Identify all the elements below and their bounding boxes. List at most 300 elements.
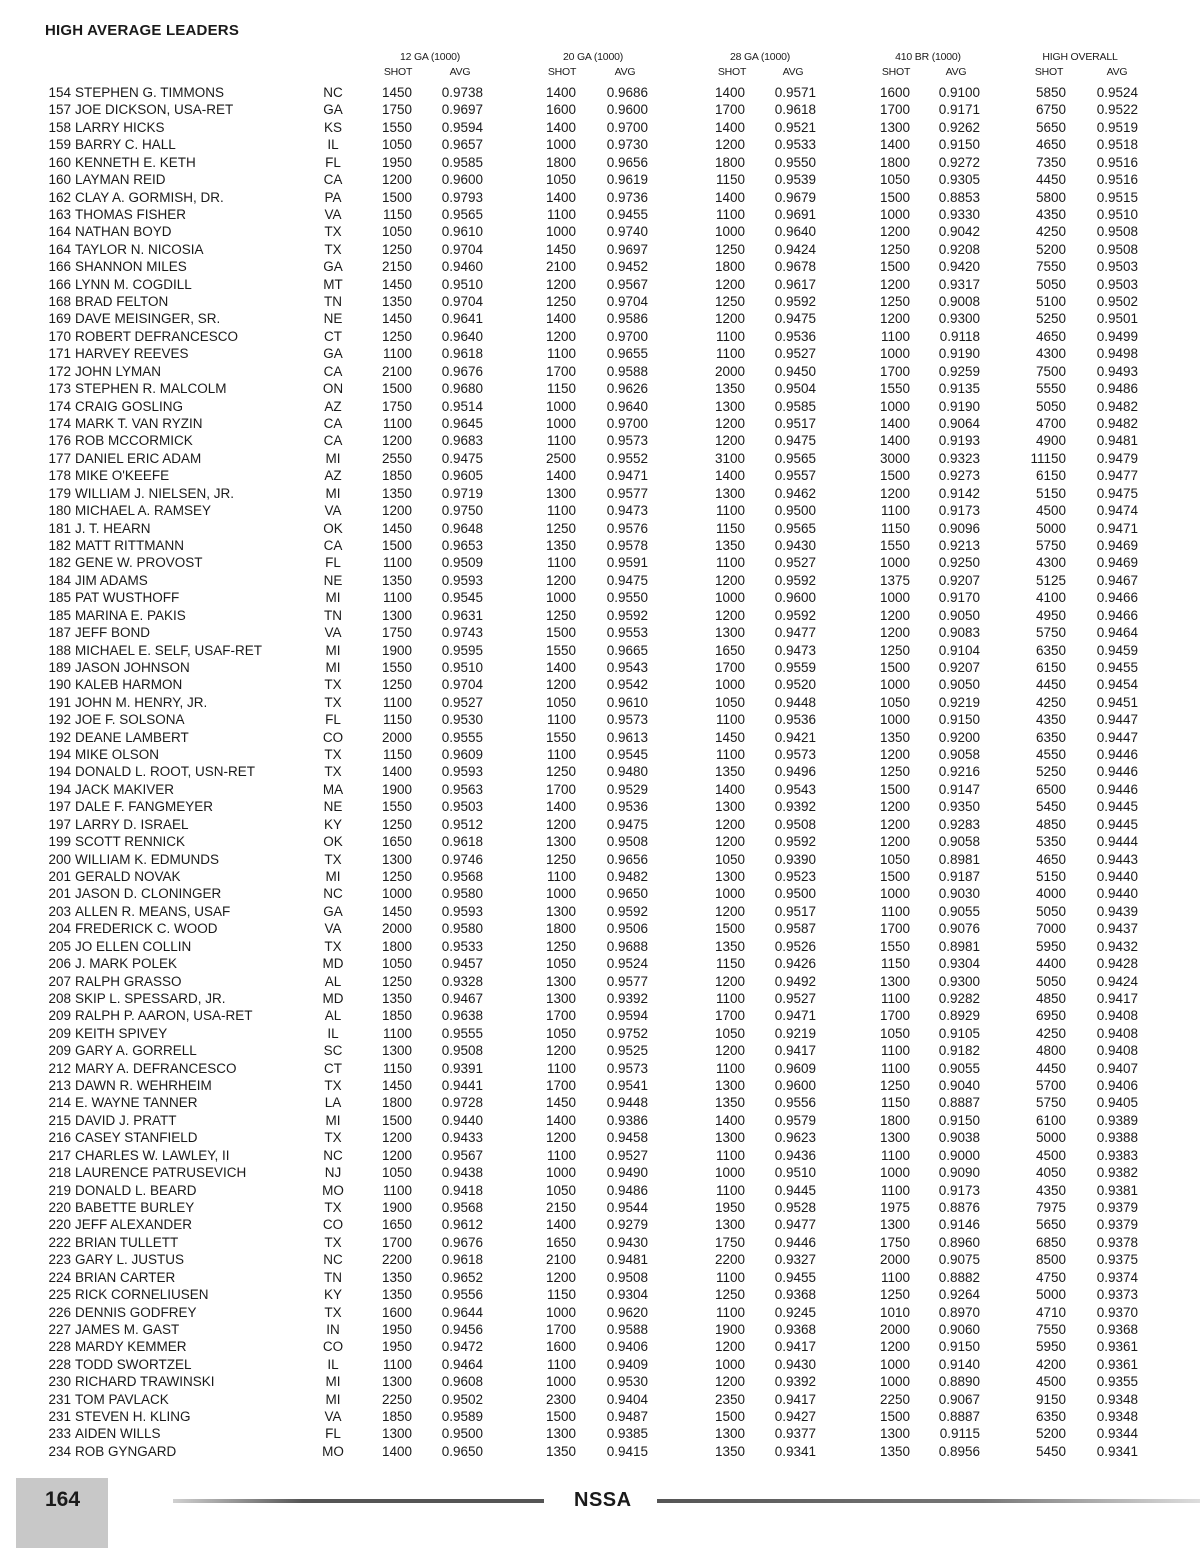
cell-br410-shot: 1750 [879, 1234, 910, 1250]
cell-ga20-avg: 0.9386 [606, 1112, 648, 1128]
cell-ga28-avg: 0.9426 [774, 956, 816, 972]
cell-ga12-shot: 1450 [381, 1078, 412, 1094]
cell-br410-shot: 1550 [879, 381, 910, 397]
cell-overall-avg: 0.9474 [1096, 503, 1138, 519]
cell-br410-avg: 0.9173 [938, 503, 980, 519]
cell-ga20-shot: 1200 [545, 1269, 576, 1285]
cell-br410-avg: 0.9058 [938, 834, 980, 850]
cell-ga20-shot: 1400 [545, 468, 576, 484]
cell-overall-shot: 4500 [1035, 1147, 1066, 1163]
cell-ga12-avg: 0.9503 [441, 799, 483, 815]
cell-rank: 212 [48, 1060, 71, 1076]
cell-overall-shot: 4050 [1035, 1165, 1066, 1181]
cell-overall-shot: 4250 [1035, 694, 1066, 710]
cell-br410-avg: 0.9142 [938, 485, 980, 501]
cell-shooter-name: BABETTE BURLEY [75, 1200, 195, 1215]
table-row [0, 1286, 1200, 1303]
cell-ga20-shot: 2100 [545, 1252, 576, 1268]
cell-ga20-avg: 0.9541 [606, 1078, 648, 1094]
cell-ga28-shot: 1300 [714, 1426, 745, 1442]
cell-state: TX [324, 677, 342, 693]
table-row [0, 763, 1200, 780]
cell-br410-shot: 1350 [879, 1443, 910, 1459]
cell-ga28-avg: 0.9427 [774, 1409, 816, 1425]
cell-rank: 227 [48, 1321, 71, 1337]
cell-ga12-avg: 0.9600 [441, 172, 483, 188]
table-row [0, 1356, 1200, 1373]
cell-ga12-shot: 1250 [381, 868, 412, 884]
cell-shooter-name: JOE F. SOLSONA [75, 712, 185, 728]
cell-state: GA [323, 102, 343, 118]
cell-ga12-shot: 1200 [381, 1130, 412, 1146]
cell-ga20-avg: 0.9620 [606, 1304, 648, 1320]
cell-shooter-name: JAMES M. GAST [75, 1321, 180, 1337]
cell-overall-avg: 0.9471 [1096, 520, 1138, 536]
cell-br410-avg: 0.9323 [938, 450, 980, 466]
cell-ga20-avg: 0.9553 [606, 625, 648, 641]
cell-shooter-name: RALPH GRASSO [75, 973, 182, 989]
cell-ga20-avg: 0.9452 [606, 259, 648, 275]
cell-ga28-shot: 1000 [714, 1356, 745, 1372]
table-row [0, 241, 1200, 258]
cell-br410-shot: 1000 [879, 206, 910, 222]
table-row [0, 1199, 1200, 1216]
cell-shooter-name: JEFF BOND [75, 625, 151, 641]
cell-overall-shot: 6850 [1035, 1234, 1066, 1250]
cell-ga28-avg: 0.9473 [774, 642, 816, 658]
cell-ga20-avg: 0.9740 [606, 224, 648, 240]
cell-ga12-avg: 0.9556 [441, 1287, 483, 1303]
cell-ga28-avg: 0.9417 [774, 1339, 816, 1355]
cell-overall-shot: 5050 [1035, 973, 1066, 989]
cell-ga20-shot: 1000 [545, 1304, 576, 1320]
cell-ga20-shot: 1400 [545, 799, 576, 815]
cell-ga20-avg: 0.9458 [606, 1130, 648, 1146]
cell-br410-avg: 0.9050 [938, 677, 980, 693]
cell-state: CO [322, 729, 344, 745]
cell-ga20-shot: 1200 [545, 572, 576, 588]
cell-state: TN [324, 294, 342, 310]
cell-rank: 181 [48, 520, 71, 536]
cell-ga28-avg: 0.9539 [774, 172, 816, 188]
cell-shooter-name: LARRY D. ISRAEL [75, 816, 189, 832]
cell-shooter-name: STEPHEN R. MALCOLM [75, 381, 227, 397]
cell-ga20-avg: 0.9592 [606, 607, 648, 623]
table-row [0, 868, 1200, 885]
cell-ga28-shot: 1400 [714, 85, 745, 100]
cell-ga28-avg: 0.9691 [774, 206, 816, 222]
cell-ga28-shot: 1300 [714, 799, 745, 815]
cell-shooter-name: SCOTT RENNICK [75, 834, 186, 850]
cell-ga28-shot: 1350 [714, 938, 745, 954]
cell-ga12-avg: 0.9457 [441, 956, 483, 972]
cell-br410-avg: 0.9140 [938, 1356, 980, 1372]
cell-overall-avg: 0.9503 [1096, 259, 1138, 275]
cell-ga12-avg: 0.9618 [441, 346, 483, 362]
cell-state: VA [324, 921, 342, 937]
cell-ga20-avg: 0.9406 [606, 1339, 648, 1355]
cell-ga12-shot: 1500 [381, 1112, 412, 1128]
cell-overall-avg: 0.9445 [1096, 816, 1138, 832]
cell-ga20-shot: 1200 [545, 328, 576, 344]
cell-overall-avg: 0.9381 [1096, 1182, 1138, 1198]
cell-ga12-avg: 0.9610 [441, 224, 483, 240]
cell-rank: 213 [48, 1078, 71, 1094]
cell-state: MI [325, 1112, 341, 1128]
cell-shooter-name: DEANE LAMBERT [75, 729, 189, 745]
cell-overall-avg: 0.9503 [1096, 276, 1138, 292]
table-row [0, 206, 1200, 223]
cell-ga12-avg: 0.9391 [441, 1060, 483, 1076]
cell-overall-avg: 0.9482 [1096, 416, 1138, 432]
cell-br410-avg: 0.9171 [938, 102, 980, 118]
cell-ga20-avg: 0.9527 [606, 1147, 648, 1163]
cell-ga28-avg: 0.9508 [774, 816, 816, 832]
cell-ga20-shot: 1700 [545, 363, 576, 379]
cell-state: TN [324, 607, 342, 623]
footer-rule-right [657, 1499, 1200, 1503]
cell-ga28-shot: 1100 [715, 206, 745, 222]
cell-ga20-avg: 0.9700 [606, 119, 648, 135]
cell-ga28-shot: 1400 [714, 189, 745, 205]
cell-ga20-shot: 1100 [546, 555, 576, 571]
cell-ga20-avg: 0.9613 [606, 729, 648, 745]
cell-ga20-shot: 1550 [545, 729, 576, 745]
cell-ga12-avg: 0.9638 [441, 1008, 483, 1024]
cell-overall-avg: 0.9440 [1096, 886, 1138, 902]
cell-shooter-name: PAT WUSTHOFF [75, 590, 180, 606]
table-row [0, 1408, 1200, 1425]
cell-ga12-avg: 0.9593 [441, 572, 483, 588]
cell-rank: 218 [48, 1165, 71, 1181]
cell-overall-shot: 11150 [1030, 450, 1066, 466]
cell-ga28-shot: 1200 [714, 433, 745, 449]
cell-shooter-name: GARY A. GORRELL [75, 1043, 197, 1059]
cell-overall-avg: 0.9486 [1096, 381, 1138, 397]
cell-ga20-avg: 0.9525 [606, 1043, 648, 1059]
cell-rank: 194 [48, 747, 71, 763]
cell-ga20-shot: 1250 [545, 851, 576, 867]
cell-overall-shot: 4250 [1035, 1025, 1066, 1041]
cell-shooter-name: BRIAN CARTER [75, 1269, 176, 1285]
cell-ga28-avg: 0.9446 [774, 1234, 816, 1250]
cell-ga12-avg: 0.9580 [441, 921, 483, 937]
cell-ga20-avg: 0.9619 [606, 172, 648, 188]
cell-ga20-avg: 0.9536 [606, 799, 648, 815]
cell-state: TX [324, 1078, 342, 1094]
cell-overall-shot: 5250 [1035, 311, 1066, 327]
cell-ga28-avg: 0.9571 [774, 85, 816, 100]
cell-br410-shot: 1300 [879, 1130, 910, 1146]
cell-ga20-avg: 0.9573 [606, 433, 648, 449]
subheader-410br-avg: AVG [945, 66, 967, 78]
cell-overall-avg: 0.9443 [1096, 851, 1138, 867]
cell-overall-shot: 4700 [1035, 416, 1066, 432]
cell-state: IN [326, 1321, 340, 1337]
cell-rank: 204 [48, 921, 71, 937]
cell-br410-shot: 1500 [879, 189, 910, 205]
cell-ga20-shot: 1400 [545, 1112, 576, 1128]
cell-ga20-shot: 1400 [545, 1217, 576, 1233]
cell-ga12-avg: 0.9593 [441, 764, 483, 780]
cell-overall-avg: 0.9361 [1096, 1339, 1138, 1355]
cell-rank: 215 [48, 1112, 71, 1128]
cell-br410-avg: 0.9105 [938, 1025, 980, 1041]
cell-br410-shot: 1200 [879, 816, 910, 832]
cell-ga12-avg: 0.9618 [441, 834, 483, 850]
cell-ga12-shot: 1600 [381, 1304, 412, 1320]
group-header-20ga: 20 GA (1000) [562, 51, 624, 63]
cell-ga28-shot: 2000 [714, 363, 745, 379]
table-row [0, 276, 1200, 293]
cell-state: NE [323, 572, 343, 588]
cell-state: TX [324, 1234, 342, 1250]
cell-ga12-avg: 0.9704 [441, 294, 483, 310]
table-row [0, 485, 1200, 502]
cell-overall-avg: 0.9408 [1096, 1008, 1138, 1024]
cell-state: MI [325, 1374, 341, 1390]
cell-ga28-avg: 0.9617 [774, 276, 816, 292]
cell-rank: 216 [48, 1130, 71, 1146]
cell-shooter-name: RICK CORNELIUSEN [75, 1287, 209, 1303]
cell-ga12-shot: 1050 [381, 137, 412, 153]
cell-ga12-avg: 0.9641 [441, 311, 483, 327]
cell-state: MI [325, 1391, 341, 1407]
cell-br410-shot: 1100 [880, 990, 910, 1006]
cell-br410-shot: 1400 [879, 433, 910, 449]
cell-overall-shot: 5150 [1035, 868, 1066, 884]
cell-ga12-avg: 0.9567 [441, 1147, 483, 1163]
cell-overall-avg: 0.9437 [1096, 921, 1138, 937]
cell-ga28-avg: 0.9450 [774, 363, 816, 379]
cell-br410-avg: 0.9283 [938, 816, 980, 832]
cell-ga12-shot: 1350 [381, 485, 412, 501]
cell-overall-shot: 5800 [1035, 189, 1066, 205]
cell-ga28-avg: 0.9492 [774, 973, 816, 989]
cell-ga12-shot: 1000 [381, 886, 412, 902]
cell-state: NC [323, 886, 343, 902]
table-row [0, 1077, 1200, 1094]
cell-overall-avg: 0.9375 [1096, 1252, 1138, 1268]
cell-ga28-avg: 0.9368 [774, 1321, 816, 1337]
cell-br410-shot: 1100 [880, 1147, 910, 1163]
table-row [0, 467, 1200, 484]
cell-shooter-name: LYNN M. COGDILL [75, 276, 192, 292]
cell-ga28-shot: 1100 [715, 747, 745, 763]
cell-ga28-avg: 0.9448 [774, 694, 816, 710]
cell-state: OK [323, 834, 343, 850]
cell-ga28-avg: 0.9455 [774, 1269, 816, 1285]
cell-ga20-avg: 0.9704 [606, 294, 648, 310]
group-header-high-overall: HIGH OVERALL [1042, 51, 1118, 63]
cell-ga28-avg: 0.9368 [774, 1287, 816, 1303]
cell-overall-shot: 6150 [1035, 468, 1066, 484]
cell-state: TX [324, 938, 342, 954]
cell-overall-shot: 5050 [1035, 276, 1066, 292]
cell-ga12-avg: 0.9644 [441, 1304, 483, 1320]
cell-shooter-name: SHANNON MILES [75, 259, 187, 275]
cell-overall-shot: 5950 [1035, 938, 1066, 954]
cell-ga28-avg: 0.9430 [774, 537, 816, 553]
cell-ga12-avg: 0.9594 [441, 119, 483, 135]
cell-state: KY [323, 1287, 342, 1303]
cell-ga28-avg: 0.9585 [774, 398, 816, 414]
cell-shooter-name: RICHARD TRAWINSKI [75, 1374, 215, 1390]
cell-br410-shot: 1800 [879, 1112, 910, 1128]
cell-ga12-shot: 1250 [381, 677, 412, 693]
cell-overall-shot: 5150 [1035, 485, 1066, 501]
cell-ga12-shot: 1100 [382, 590, 412, 606]
cell-br410-shot: 1000 [879, 1165, 910, 1181]
cell-ga28-avg: 0.9341 [774, 1443, 816, 1459]
cell-ga28-shot: 1250 [714, 294, 745, 310]
cell-overall-avg: 0.9348 [1096, 1409, 1138, 1425]
subheader-overall-shot: SHOT [1034, 66, 1064, 78]
cell-br410-shot: 1100 [880, 503, 910, 519]
cell-br410-avg: 0.9050 [938, 607, 980, 623]
cell-rank: 162 [48, 189, 71, 205]
cell-br410-shot: 1400 [879, 137, 910, 153]
cell-ga12-avg: 0.9605 [441, 468, 483, 484]
cell-ga28-avg: 0.9523 [774, 868, 816, 884]
cell-ga12-shot: 1300 [381, 1426, 412, 1442]
cell-ga20-shot: 1000 [545, 416, 576, 432]
cell-ga28-avg: 0.9475 [774, 433, 816, 449]
table-row [0, 1391, 1200, 1408]
cell-overall-avg: 0.9355 [1096, 1374, 1138, 1390]
cell-ga20-shot: 1200 [545, 816, 576, 832]
cell-ga12-shot: 2200 [381, 1252, 412, 1268]
cell-ga28-avg: 0.9245 [774, 1304, 816, 1320]
cell-br410-shot: 1250 [879, 294, 910, 310]
cell-br410-shot: 1100 [880, 1182, 910, 1198]
cell-ga28-avg: 0.9430 [774, 1356, 816, 1372]
cell-ga28-shot: 1000 [714, 224, 745, 240]
cell-ga12-avg: 0.9510 [441, 659, 483, 675]
cell-ga20-shot: 1100 [546, 712, 576, 728]
cell-state: KY [323, 816, 342, 832]
table-row [0, 450, 1200, 467]
cell-ga28-shot: 1300 [714, 398, 745, 414]
cell-ga28-shot: 1200 [714, 973, 745, 989]
cell-br410-shot: 1010 [879, 1304, 910, 1320]
table-row [0, 1025, 1200, 1042]
cell-br410-shot: 1550 [879, 938, 910, 954]
cell-br410-shot: 1000 [879, 712, 910, 728]
cell-rank: 201 [48, 868, 71, 884]
cell-ga12-avg: 0.9585 [441, 154, 483, 170]
cell-rank: 185 [48, 607, 71, 623]
cell-ga20-shot: 1050 [545, 1025, 576, 1041]
cell-rank: 224 [48, 1269, 71, 1285]
cell-state: AZ [324, 468, 342, 484]
table-row [0, 328, 1200, 345]
cell-rank: 226 [48, 1304, 71, 1320]
cell-ga28-shot: 1950 [714, 1200, 745, 1215]
cell-state: VA [324, 206, 342, 222]
cell-br410-shot: 1200 [879, 224, 910, 240]
cell-ga28-avg: 0.9477 [774, 1217, 816, 1233]
cell-ga20-shot: 1200 [545, 1043, 576, 1059]
cell-rank: 166 [48, 259, 71, 275]
cell-ga28-avg: 0.9600 [774, 590, 816, 606]
cell-overall-avg: 0.9446 [1096, 764, 1138, 780]
cell-ga28-avg: 0.9678 [774, 259, 816, 275]
cell-ga20-shot: 1050 [545, 172, 576, 188]
cell-shooter-name: CRAIG GOSLING [75, 398, 184, 414]
cell-ga12-shot: 1400 [381, 764, 412, 780]
cell-state: NE [323, 799, 343, 815]
cell-rank: 222 [48, 1234, 71, 1250]
cell-br410-shot: 1200 [879, 834, 910, 850]
cell-ga12-avg: 0.9472 [441, 1339, 483, 1355]
cell-state: AZ [324, 398, 342, 414]
cell-shooter-name: MARK T. VAN RYZIN [75, 416, 203, 432]
table-row [0, 223, 1200, 240]
cell-ga28-shot: 1200 [714, 834, 745, 850]
cell-ga28-shot: 1200 [714, 276, 745, 292]
cell-br410-shot: 1100 [880, 1060, 910, 1076]
cell-br410-avg: 0.9317 [938, 276, 980, 292]
cell-ga12-shot: 1050 [381, 224, 412, 240]
cell-ga20-shot: 1600 [545, 102, 576, 118]
cell-overall-avg: 0.9406 [1096, 1078, 1138, 1094]
cell-ga20-shot: 1250 [545, 938, 576, 954]
cell-shooter-name: ROBERT DEFRANCESCO [75, 328, 239, 344]
cell-br410-avg: 0.9173 [938, 1182, 980, 1198]
cell-ga12-shot: 1900 [381, 781, 412, 797]
cell-ga12-avg: 0.9640 [441, 328, 483, 344]
cell-ga20-avg: 0.9567 [606, 276, 648, 292]
cell-overall-shot: 4400 [1035, 956, 1066, 972]
table-row [0, 189, 1200, 206]
cell-state: OK [323, 520, 343, 536]
cell-ga20-avg: 0.9610 [606, 694, 648, 710]
cell-br410-avg: 0.8887 [938, 1095, 980, 1111]
cell-overall-avg: 0.9447 [1096, 712, 1138, 728]
cell-br410-avg: 0.9147 [938, 781, 980, 797]
cell-ga12-avg: 0.9680 [441, 381, 483, 397]
cell-overall-shot: 4350 [1035, 712, 1066, 728]
cell-ga12-avg: 0.9530 [441, 712, 483, 728]
cell-ga20-shot: 1100 [546, 433, 576, 449]
cell-overall-shot: 4000 [1035, 886, 1066, 902]
cell-overall-shot: 4450 [1035, 172, 1066, 188]
cell-state: TX [324, 1200, 342, 1215]
cell-ga20-shot: 2300 [545, 1391, 576, 1407]
cell-state: MI [325, 485, 341, 501]
table-row [0, 1112, 1200, 1129]
cell-br410-shot: 1300 [879, 1217, 910, 1233]
cell-ga20-avg: 0.9656 [606, 154, 648, 170]
cell-ga12-avg: 0.9608 [441, 1374, 483, 1390]
cell-br410-avg: 0.9420 [938, 259, 980, 275]
table-row [0, 380, 1200, 397]
table-row [0, 502, 1200, 519]
cell-overall-shot: 4350 [1035, 206, 1066, 222]
cell-shooter-name: DALE F. FANGMEYER [75, 799, 214, 815]
cell-br410-avg: 0.9216 [938, 764, 980, 780]
cell-overall-shot: 7550 [1035, 1321, 1066, 1337]
cell-overall-avg: 0.9475 [1096, 485, 1138, 501]
cell-ga20-shot: 1200 [545, 677, 576, 693]
cell-state: KS [323, 119, 342, 135]
cell-ga12-avg: 0.9589 [441, 1409, 483, 1425]
cell-shooter-name: MIKE OLSON [75, 747, 160, 763]
cell-shooter-name: MARDY KEMMER [75, 1339, 187, 1355]
cell-overall-avg: 0.9368 [1096, 1321, 1138, 1337]
cell-ga28-shot: 1100 [715, 328, 745, 344]
